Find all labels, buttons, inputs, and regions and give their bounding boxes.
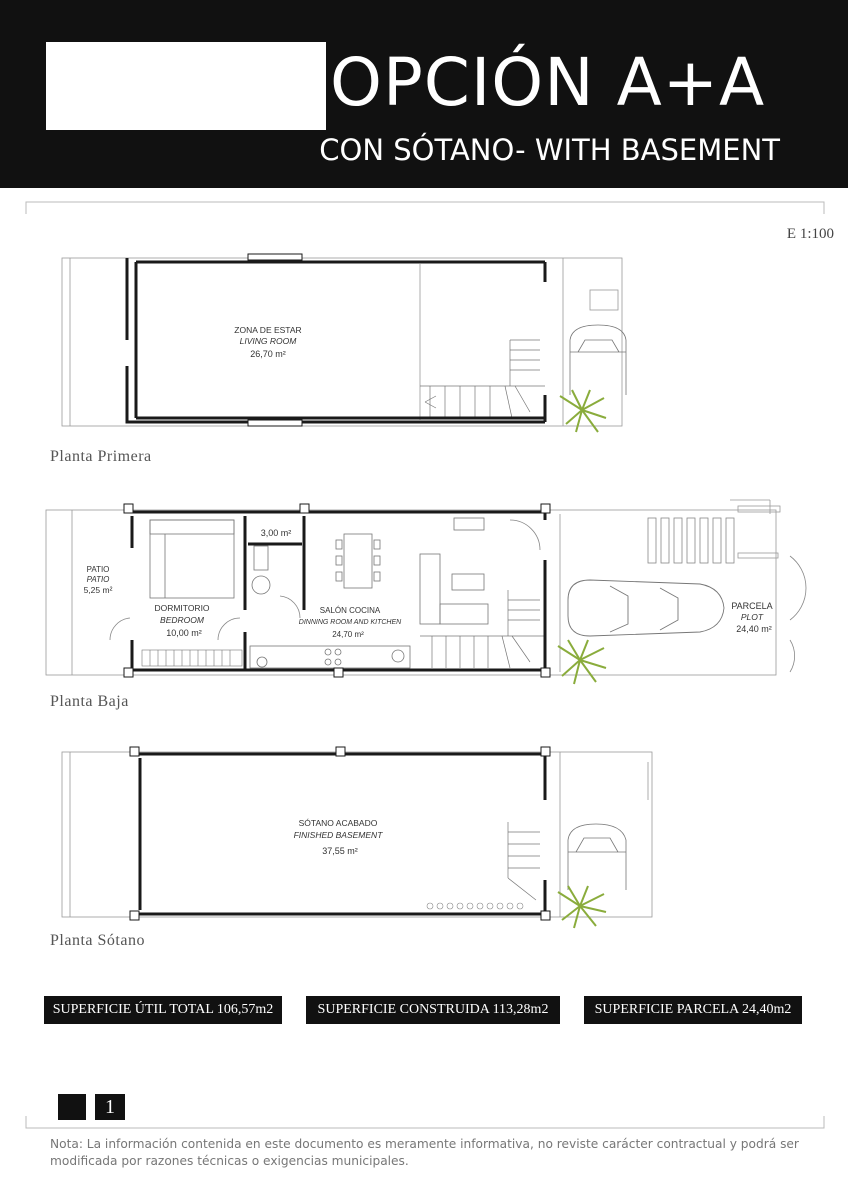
disclaimer-note: Nota: La información contenida en este documento es meramente informativa, no reviste carácter contractual y podrá ser modificada por razones técnicas o exigencias municipales. (50, 1137, 799, 1168)
page-subtitle: CON SÓTANO- WITH BASEMENT (319, 133, 780, 167)
plan-first-floor (62, 254, 626, 432)
page-marker-square (58, 1094, 86, 1120)
room-name-en-bedroom: BEDROOM (160, 615, 204, 625)
plan-ground-floor (46, 500, 806, 684)
room-area-bedroom: 10,00 m² (166, 628, 202, 638)
room-area-living-kitchen: 24,70 m² (332, 630, 364, 639)
room-area-living: 26,70 m² (250, 349, 286, 359)
room-area-bathroom: 3,00 m² (260, 528, 292, 538)
room-name-en-patio: PATIO (86, 575, 110, 584)
room-name-en-plot: PLOT (740, 612, 764, 622)
scale-label: E 1:100 (786, 226, 834, 242)
page-number: 1 (95, 1094, 125, 1120)
room-name-bedroom: DORMITORIO (154, 603, 210, 613)
room-area-patio: 5,25 m² (83, 585, 113, 595)
summary-plot-area: SUPERFICIE PARCELA 24,40m2 (584, 996, 802, 1024)
summary-built-area: SUPERFICIE CONSTRUIDA 113,28m2 (306, 996, 560, 1024)
floor-label-first: Planta Primera (50, 448, 152, 465)
room-name-en-basement: FINISHED BASEMENT (293, 830, 383, 840)
room-name-living: ZONA DE ESTAR (234, 325, 302, 335)
room-name-en-living: LIVING ROOM (239, 336, 297, 346)
room-name-patio: PATIO (86, 565, 110, 574)
floor-label-ground: Planta Baja (50, 693, 129, 710)
page-title: OPCIÓN A+A (330, 44, 766, 121)
floor-label-basement: Planta Sótano (50, 932, 145, 949)
room-name-en-living-kitchen: DINNING ROOM AND KITCHEN (298, 619, 402, 626)
room-name-basement: SÓTANO ACABADO (298, 818, 378, 828)
room-area-plot: 24,40 m² (736, 624, 772, 634)
room-name-living-kitchen: SALÓN COCINA (319, 606, 381, 615)
summary-useful-area: SUPERFICIE ÚTIL TOTAL 106,57m2 (44, 996, 282, 1024)
room-area-basement: 37,55 m² (322, 846, 358, 856)
room-name-plot: PARCELA (731, 601, 773, 611)
